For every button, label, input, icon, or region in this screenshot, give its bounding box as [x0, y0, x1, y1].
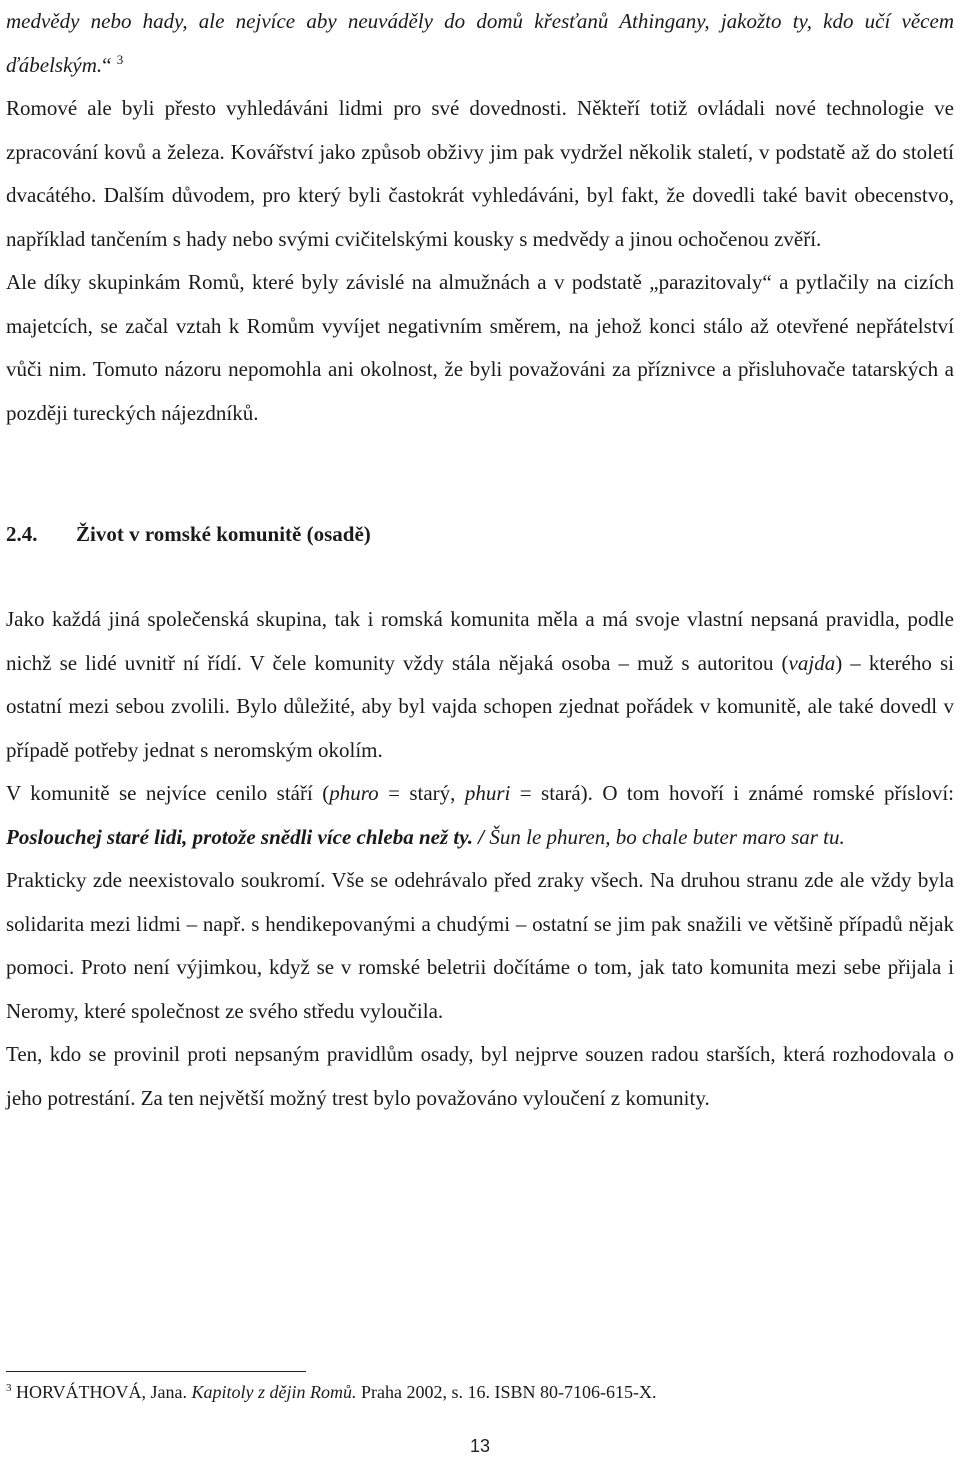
footnote-marker: 3 [6, 1382, 12, 1394]
text-run: = starý, [378, 781, 465, 805]
paragraph [6, 87, 954, 261]
text-run: phuri [464, 781, 511, 805]
paragraph [6, 1033, 954, 1120]
paragraph [6, 598, 954, 772]
paragraph [6, 261, 954, 435]
text-run: Šun le phuren, bo chale buter maro sar tu. [484, 824, 845, 849]
footnote-rest: Praha 2002, s. 16. ISBN 80-7106-615-X. [361, 1382, 657, 1402]
text-run: Poslouchej staré lidi, protože snědli více chleba než ty. / [6, 824, 485, 849]
text-run: vajda [788, 650, 836, 675]
text-run: Ale díky skupinkám Romů, které byly závislé na almužnách a v podstatě „parazitovaly“ a pytlačily na cizích majetcích, se začal vztah k Romům vyvíjet negativním směrem, na jehož konci stálo až otevřené nepřátelství vůči nim. Tomuto názoru nepomohla ani okolnost, že byli považováni za příznivce a přisluhovače tatarských a později tureckých nájezdníků. [6, 270, 954, 425]
footnote [6, 1380, 657, 1404]
footnote-ref: 3 [116, 51, 124, 67]
text-run: “ [102, 52, 117, 77]
paragraph [6, 859, 954, 1033]
text-run: Ten, kdo se provinil proti nepsaným pravidlům osady, byl nejprve souzen radou starších, která rozhodovala o jeho potrestání. Za ten největší možný trest bylo považováno vyloučení z komunity. [6, 1042, 954, 1110]
text-run: Jako každá jiná společenská skupina, tak i romská komunita měla a má svoje vlastní nepsaná pravidla, podle nichž se lidé uvnitř ní řídí. V čele komunity vždy stála nějaká osoba – muž s autoritou ( [6, 607, 954, 675]
section-number: 2.4. [6, 522, 38, 546]
text-run: = stará). O tom hovoří i známé romské přísloví: [510, 781, 954, 805]
section-title: Život v romské komunitě (osadě) [76, 522, 371, 546]
text-run: ) – kterého si ostatní mezi sebou zvolili. Bylo důležité, aby byl vajda schopen zjednat pořádek v komunitě, ale také dovedl v případě potřeby jednat s neromským okolím. [6, 650, 954, 762]
page-number: 13 [469, 1436, 491, 1456]
section-heading [6, 514, 371, 554]
text-run: medvědy nebo hady, ale nejvíce aby neuváděly do domů křesťanů Athingany, jakožto ty, kdo učí věcem ďábelským. [6, 9, 954, 77]
text-block-bottom [6, 598, 954, 1120]
text-run: Romové ale byli přesto vyhledáváni lidmi pro své dovednosti. Někteří totiž ovládali nové technologie ve zpracování kovů a železa. Kovářství jako způsob obživy jim pak vydržel několik staletí, v podstatě až do století dvacátého. Dalším důvodem, pro který byli častokrát vyhledáváni, byl fakt, že dovedli také bavit obecenstvo, například tančením s hady nebo svými cvičitelskými kousky s medvědy a jinou ochočenou zvěří. [6, 96, 954, 251]
footnote-separator [6, 1371, 306, 1372]
text-run: phuro [329, 781, 379, 805]
paragraph [6, 772, 954, 859]
footnote-title: Kapitoly z dějin Romů. [191, 1382, 357, 1402]
text-run: Prakticky zde neexistovalo soukromí. Vše se odehrávalo před zraky všech. Na druhou stranu zde ale vždy byla solidarita mezi lidmi – např. s hendikepovanými a chudými – ostatní se jim pak snažili ve většině případů nějak pomoci. Proto není výjimkou, když se v romské beletrii dočítáme o tom, jak tato komunita mezi sebe přijala i Neromy, které společnost ze svého středu vyloučila. [6, 868, 954, 1023]
footnote-author: HORVÁTHOVÁ, Jana. [16, 1382, 188, 1402]
text-run: V komunitě se nejvíce cenilo stáří ( [6, 781, 330, 805]
text-block-top [6, 0, 954, 435]
paragraph [6, 0, 954, 87]
